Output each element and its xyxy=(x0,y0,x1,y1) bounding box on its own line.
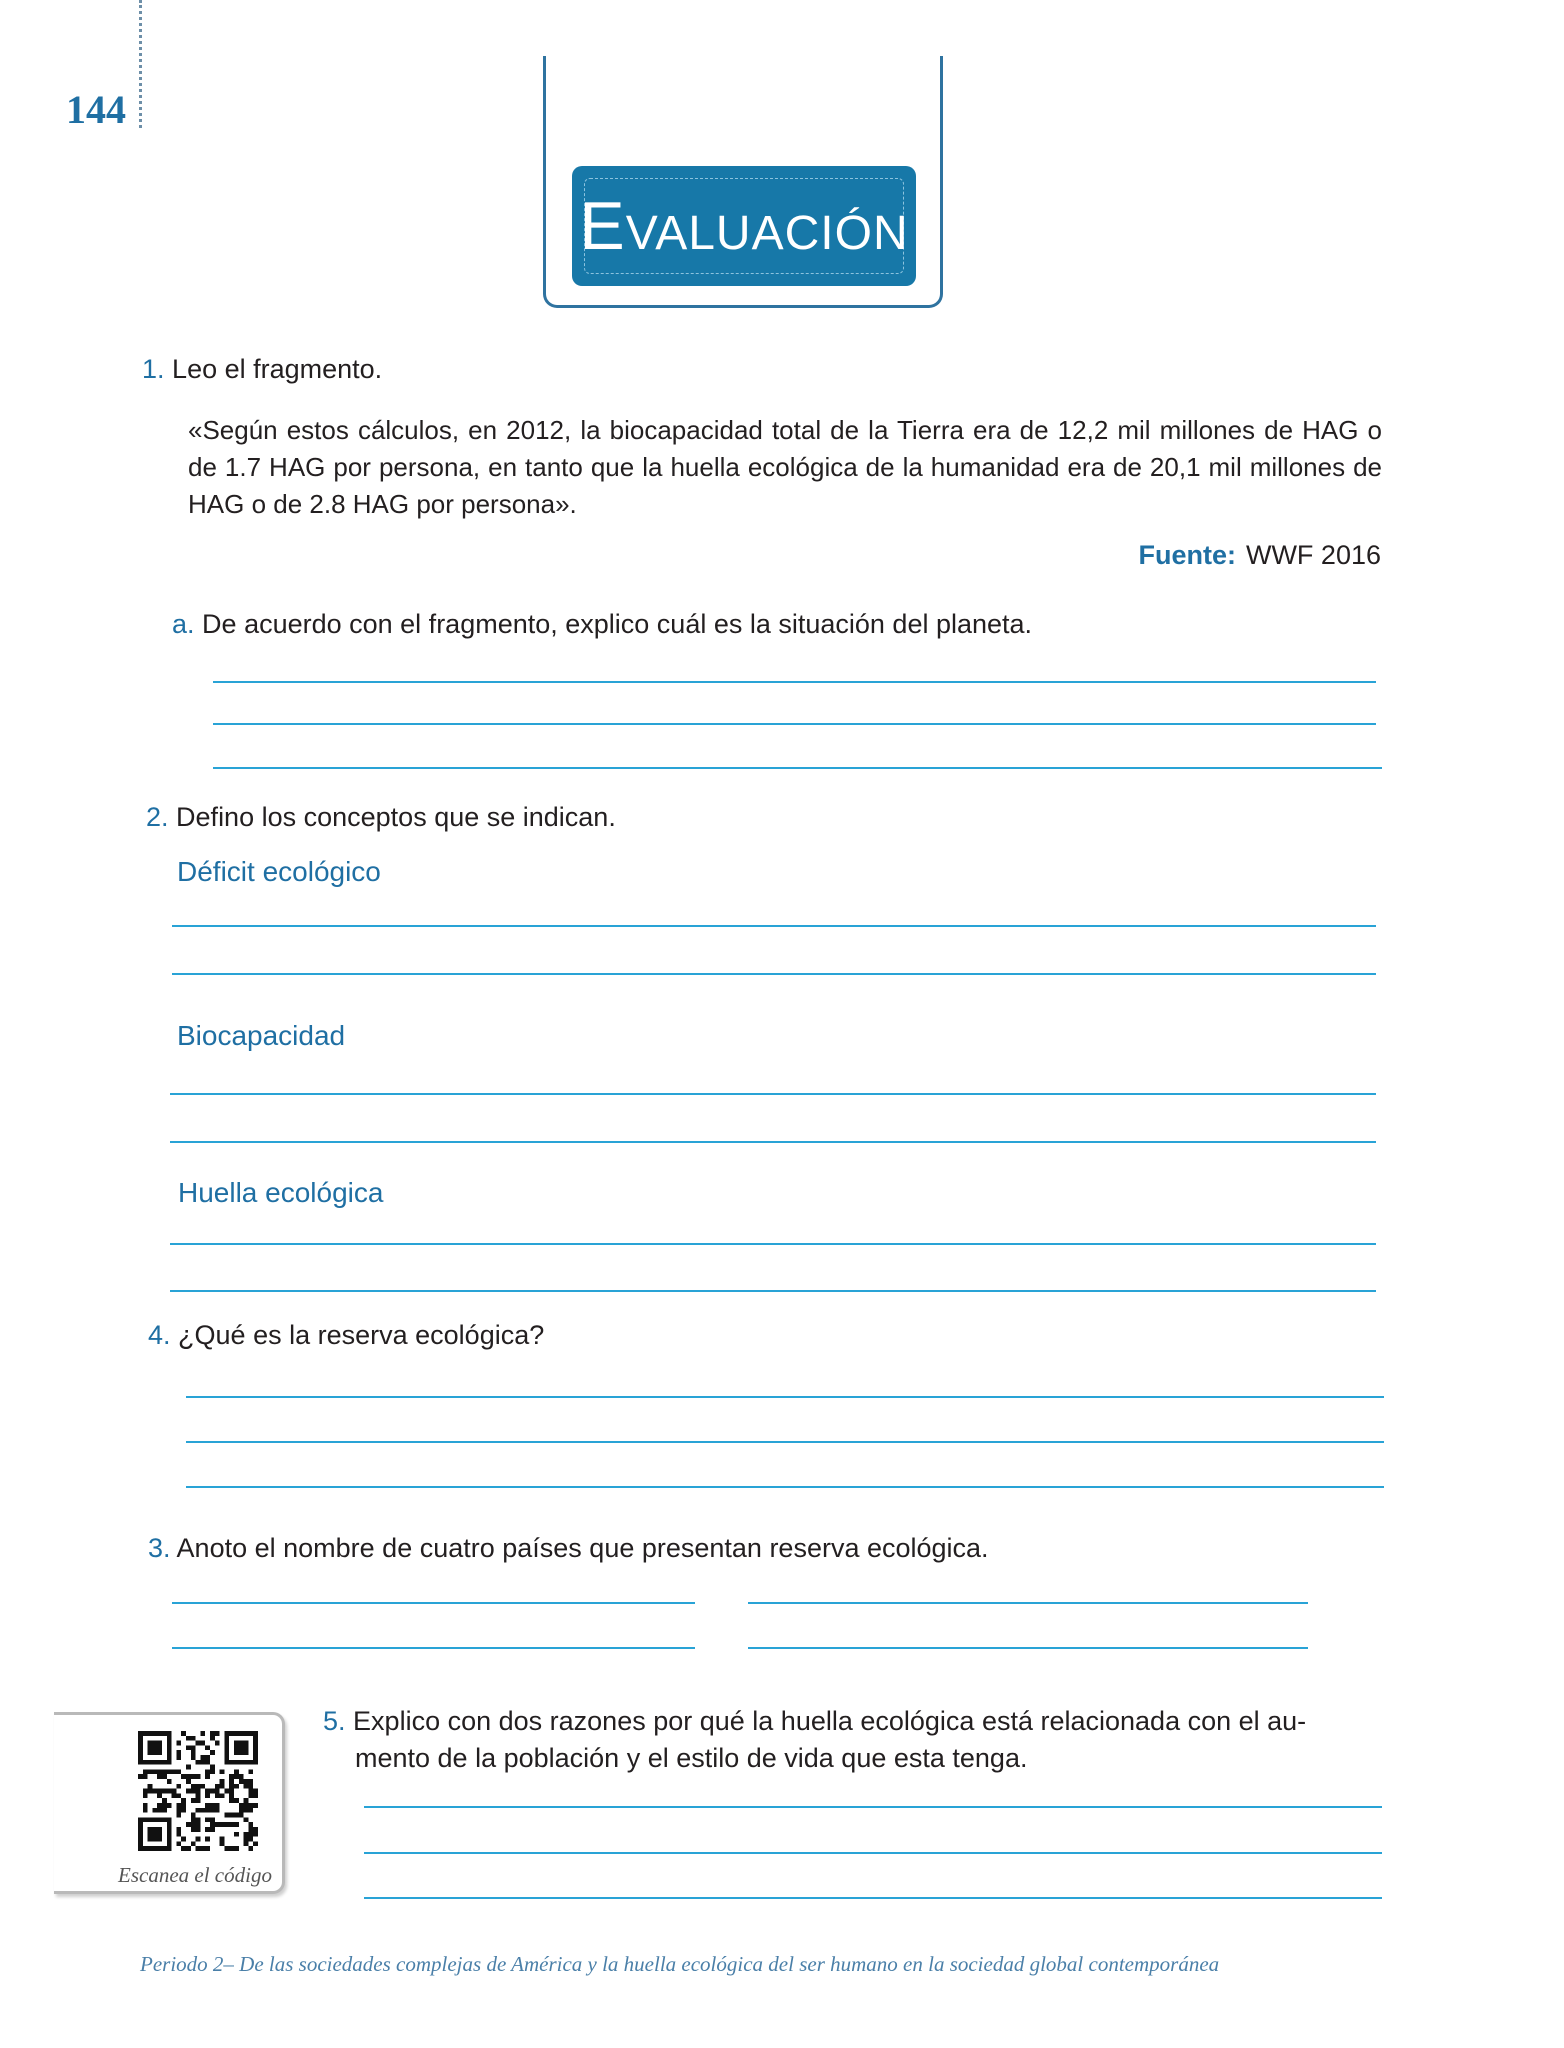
answer-line[interactable] xyxy=(172,925,1376,927)
page-footer: Periodo 2– De las sociedades complejas de América y la huella ecológica del ser humano en la sociedad global contemporánea xyxy=(140,1952,1220,1976)
question-5: 5. Explico con dos razones por qué la huella ecológica está relacionada con el au- mento de la población y el estilo de vida que esta tenga. xyxy=(323,1706,1307,1773)
answer-line[interactable] xyxy=(170,1290,1376,1292)
answer-line[interactable] xyxy=(170,1243,1376,1245)
answer-line[interactable] xyxy=(186,1396,1384,1398)
concept-huella-ecologica: Huella ecológica xyxy=(178,1177,384,1208)
question-1: 1. Leo el fragmento. xyxy=(142,354,383,384)
section-title: EVALUACIÓN xyxy=(579,188,909,264)
concept-deficit-ecologico: Déficit ecológico xyxy=(177,856,381,887)
question-1a: a. De acuerdo con el fragmento, explico cuál es la situación del planeta. xyxy=(172,609,1033,639)
answer-line[interactable] xyxy=(172,973,1376,975)
answer-line[interactable] xyxy=(213,723,1376,725)
question-4: 4. ¿Qué es la reserva ecológica? xyxy=(148,1320,545,1350)
answer-line[interactable] xyxy=(364,1897,1382,1899)
question-2: 2. Defino los conceptos que se indican. xyxy=(146,802,616,832)
answer-line[interactable] xyxy=(186,1486,1384,1488)
qr-code-icon[interactable] xyxy=(138,1731,258,1851)
quote-fragment: «Según estos cálculos, en 2012, la biocapacidad total de la Tierra era de 12,2 mil millones de HAG o de 1.7 HAG por persona, en tanto que la huella ecológica de la humanidad era de 20,1 mil millones de HAG o de 2.8 HAG por persona». xyxy=(188,415,1382,519)
question-3: 3. Anoto el nombre de cuatro países que presentan reserva ecológica. xyxy=(148,1533,989,1563)
concept-biocapacidad: Biocapacidad xyxy=(177,1020,346,1051)
answer-line[interactable] xyxy=(213,681,1376,683)
answer-line-country[interactable] xyxy=(172,1602,695,1604)
answer-line[interactable] xyxy=(186,1441,1384,1443)
answer-line[interactable] xyxy=(364,1852,1382,1854)
answer-line[interactable] xyxy=(213,767,1382,769)
answer-line[interactable] xyxy=(170,1093,1376,1095)
source-citation: Fuente: WWF 2016 xyxy=(1138,540,1381,570)
qr-caption: Escanea el código xyxy=(118,1863,272,1887)
section-title-box xyxy=(572,166,916,286)
answer-line[interactable] xyxy=(364,1806,1382,1808)
answer-line-country[interactable] xyxy=(748,1602,1308,1604)
dotted-divider xyxy=(139,0,142,128)
answer-line-country[interactable] xyxy=(748,1647,1308,1649)
answer-line-country[interactable] xyxy=(172,1647,695,1649)
answer-line[interactable] xyxy=(170,1141,1376,1143)
page-number: 144 xyxy=(66,87,126,132)
qr-card xyxy=(54,1712,285,1894)
